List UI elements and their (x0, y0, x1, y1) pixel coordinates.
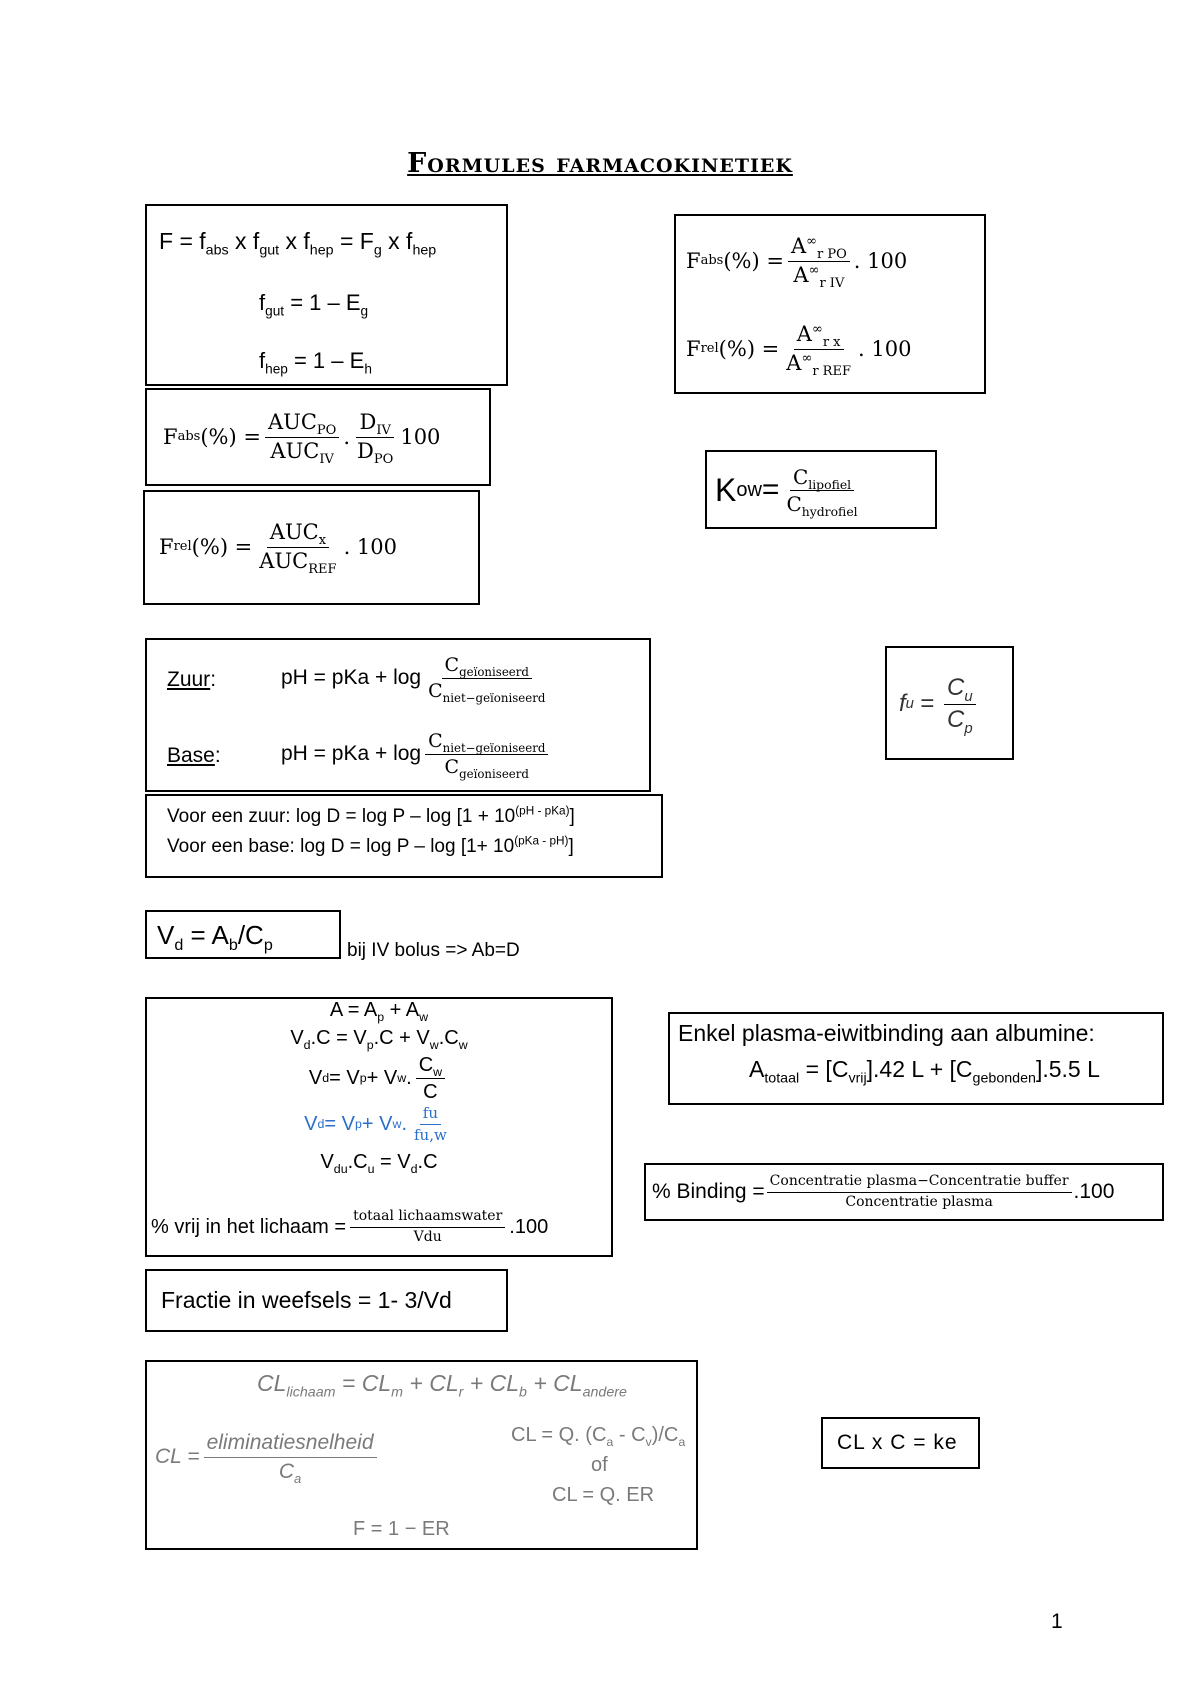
bioavailability-formula: $F = f_{abs}$ x $f_{gut}$ x $f_{hep} = F_g$ x $f_{hep}$ (159, 228, 437, 259)
page-title: Formules farmacokinetiek (407, 148, 793, 179)
a-total-formula: $A = A_p + A_w$ (329, 999, 429, 1024)
zuur-formula: pH = pKa + log $\frac{C_{geïoniseerd}}{C_{niet-geïoniseerd}}$ (281, 653, 546, 705)
frel-auc-formula-box (143, 490, 480, 605)
kow-formula: K ow = $\frac{C_{lipofiel}}{C_{hydrofiel}}$ (715, 464, 858, 519)
f-er-formula: F = 1 − ER (353, 1518, 450, 1540)
clearance-or-label: of (591, 1454, 608, 1476)
clearance-extraction-formula: CL = Q. $(C_a - C_v)/C_a$ (511, 1424, 686, 1449)
henderson-hasselbalch-box (145, 638, 651, 792)
fabs-auc-formula: F abs (%) = $\frac{AUC_{PO}}{AUC_{IV}}$ . $\frac{D_{IV}}{D_{PO}}$ 100 (163, 410, 441, 467)
albumin-binding-title: Enkel plasma-eiwitbinding aan albumine: (678, 1020, 1095, 1046)
vd-fu-formula: V d = V p + V w . $\frac{fu}{fu,w}$ (304, 1104, 447, 1144)
zuur-label: Zuur: (167, 668, 217, 691)
percent-binding-box (644, 1163, 1164, 1221)
vdu-cu-formula: $V_{du}.C_u = V_d.C$ (320, 1151, 438, 1176)
fhep-formula: $f_{hep} = 1 - E_h$ (259, 348, 372, 377)
clearance-sum-formula: $CL_{lichaam} = CL_m + CL_r + CL_b + CL_{andere}$ (257, 1370, 627, 1401)
percent-binding-formula: % Binding = $\frac{\text{Concentratie plasma−Concentratie buffer}}{\text{Concentratie plasma}}$ .100 (652, 1173, 1115, 1210)
vd-formula-box (145, 910, 341, 959)
base-formula: pH = pKa + log $\frac{C_{niet-geïoniseerd}}{C_{geïoniseerd}}$ (281, 722, 552, 786)
albumin-binding-formula: $A_{totaal} = [C_{vrij}].42$ $L + [C_{gebonden}].5.5$ L (749, 1056, 1100, 1087)
clearance-er-formula: CL = Q. ER (552, 1484, 655, 1506)
frel-auc-formula: F rel (%) = $\frac{AUC_x}{AUC_{REF}}$ . 100 (159, 520, 398, 577)
log-d-formula-box (145, 794, 663, 878)
fgut-formula: $f_{gut} = 1 - E_g$ (259, 290, 369, 319)
fu-formula-box (885, 646, 1014, 760)
page-number: 1 (1051, 1610, 1063, 1633)
fabs-amount-formula: F abs (%) = $\frac{A^\infty_{r PO}}{A^\infty_{r IV}}$ . 100 (686, 234, 908, 291)
vd-formula: $V_d = A_b/C_p$ (157, 920, 273, 955)
kow-formula-box (705, 450, 937, 529)
fabs-frel-amount-formula-box (674, 214, 986, 394)
clearance-elimination-formula: CL = $\frac{\text{eliminatiesnelheid}}{C_a}$ (155, 1424, 381, 1490)
fu-formula: f u = $\frac{C_u}{C_p}$ (899, 664, 980, 744)
cl-ke-formula-box (821, 1417, 980, 1469)
tissue-fraction-formula: Fractie in weefsels = 1- 3/Vd (161, 1287, 452, 1313)
base-label: Base: (167, 744, 221, 767)
frel-amount-formula: F rel (%) = $\frac{A^\infty_{r x}}{A^\infty_{r REF}}$ . 100 (686, 322, 912, 379)
iv-bolus-note: bij IV bolus => Ab=D (347, 940, 520, 961)
percent-free-formula: % vrij in het lichaam = $\frac{\text{totaal lichaamswater}}{\text{Vdu}}$ .100 (151, 1208, 549, 1245)
vd-c-formula: $V_d.C = V_p.C + V_w.C_w$ (290, 1027, 468, 1052)
log-d-base: Voor een base: $\log D = \log P - \log [1+ 10^{(pKa - pH)}]$ (167, 834, 574, 857)
volume-distribution-box (145, 997, 613, 1257)
bioavailability-formula-box (145, 204, 508, 386)
vd-cw-formula: V d = V p + V w . $\frac{C_w}{C}$ (147, 1053, 611, 1103)
fabs-auc-formula-box (145, 388, 491, 486)
albumin-binding-box (668, 1012, 1164, 1105)
tissue-fraction-box (145, 1269, 508, 1332)
clearance-formula-box (145, 1360, 698, 1550)
log-d-zuur: Voor een zuur: $\log D = \log P - \log [1 + 10^{(pH - pKa)}]$ (167, 804, 575, 827)
cl-ke-formula: CL x C = ke (837, 1431, 958, 1454)
